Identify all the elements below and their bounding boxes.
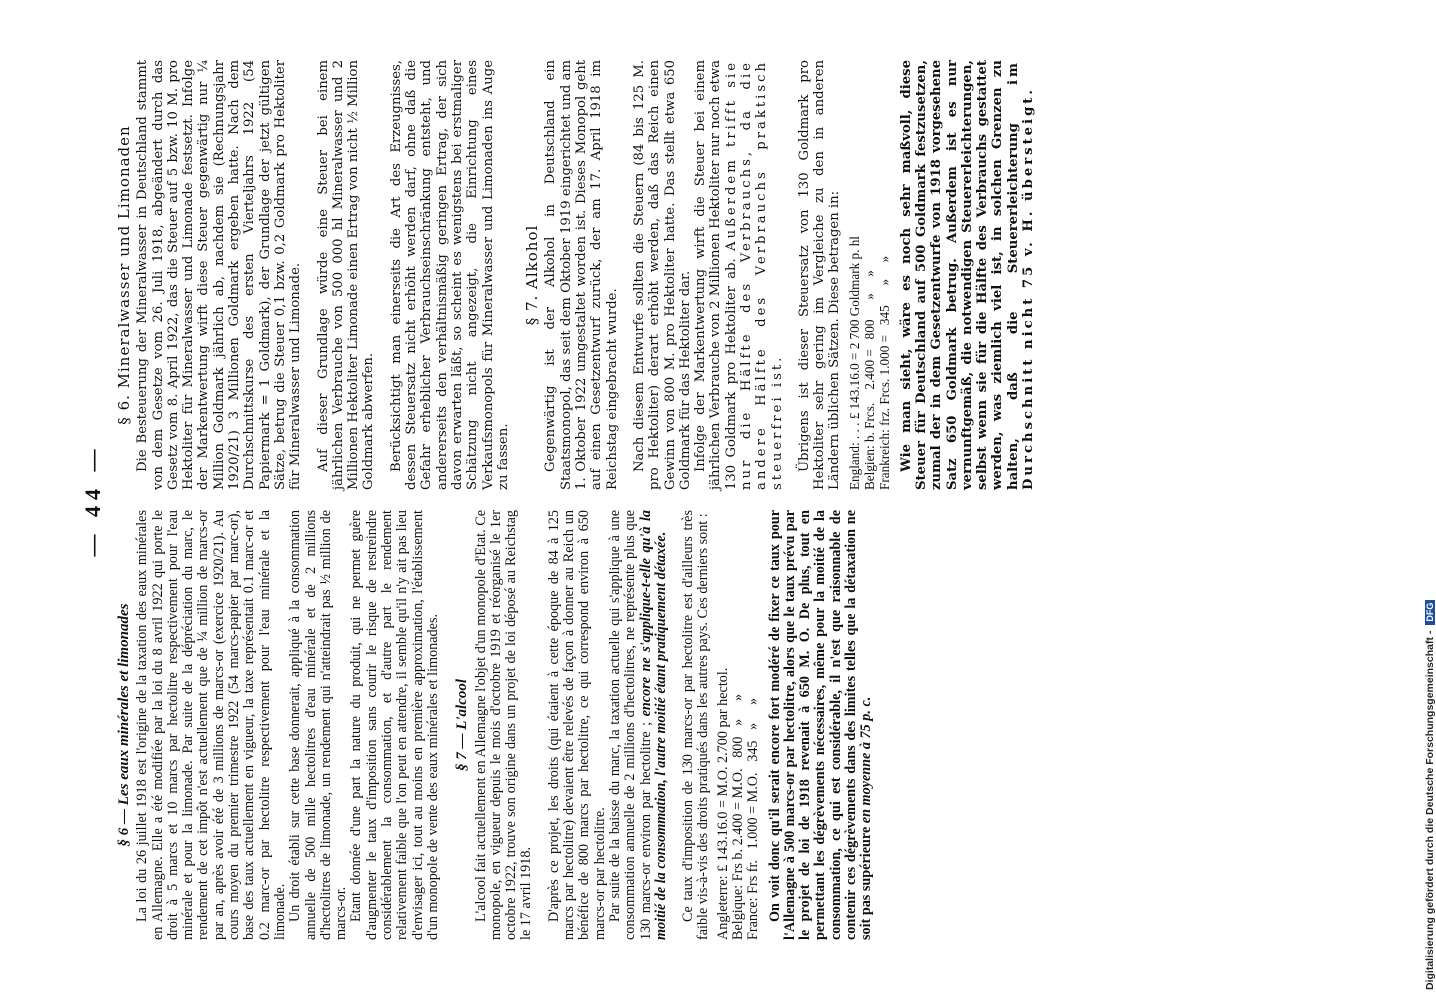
de-s6-paragraph-1: Die Besteuerung der Mineralwasser in Deutschland stammt von dem Gesetze vom 26. Juli 1918, abgeändert durch das Gesetz vom 8. April 1922, das die Steuer auf 5 bzw. 10 M. pro Hektoliter für Mineralwasser und Limonade festsetzt. Infolge der Markentwertung wirft diese Steuer gegenwärtig nur ¼ Million Goldmark jährlich ab, nachdem sie (Rechnungsjahr 1920/21) 3 Millionen Goldmark ergeben hatte. Nach dem Durchschnittskurse des ersten Vierteljahrs 1922 (54 Papiermark = 1 Goldmark), der Grundlage der jetzt gültigen Sätze, betrug die Steuer 0,1 bzw. 0,2 Goldmark pro Hektoliter für Mineralwasser und Limonade. (135, 60, 304, 490)
fr-section-6-heading: § 6 — Les eaux minérales et limonades (116, 603, 132, 847)
digitization-note (1424, 600, 1436, 990)
de-s7-p5-spaced: im Durchschnitt nicht 75 v. H. übersteigt. (1005, 59, 1037, 490)
fr-section-7-heading: § 7 — L'alcool (454, 678, 471, 772)
fr-s7-p3-text: Par suite de la baisse du marc, la taxation actuelle qui s'applique à une consommation annuelle de 2 millions d'hectolitres, ne représente plus que 130 marcs-or environ par hectolitre ; (606, 510, 654, 940)
fr-table-row: France: Frs fr. 1.000 = M.O. 345 » » (745, 697, 762, 940)
fr-tax-table (716, 510, 762, 940)
fr-s7-paragraph-2: D'après ce projet, les droits (qui étaient à cette époque de 84 à 125 marcs par hectolitre) devaient être relevés de façon à donner au Reich un bénéfice de 800 marcs par hectolitre, ce qui correspond environ à 650 marcs-or par hectolitre. (545, 510, 608, 940)
de-s7-paragraph-3 (693, 60, 785, 490)
de-s7-paragraph-4: Übrigens ist dieser Steuersatz von 130 Goldmark pro Hektoliter sehr gering im Vergleiche zu den in anderen Ländern üblichen Sätzen. Diese betragen in: (796, 60, 843, 490)
de-s7-paragraph-5 (899, 60, 1037, 490)
digitization-text: Digitalisierung gefördert durch die Deutsche Forschungsgemeinschaft - (1424, 630, 1436, 990)
fr-s7-p3-emphasis: encore ne s'applique-t-elle qu'à la moitié de la consommation, l'autre moitié étant pratiquement détaxée. (637, 509, 669, 940)
de-s7-paragraph-1: Gegenwärtig ist der Alkohol in Deutschland ein Staatsmonopol, das seit dem Oktober 1919 eingerichtet und am 1. Oktober 1922 umgestaltet worden ist. Dieses Monopol geht auf einen Gesetzentwurf zurück, der am 17. April 1918 im Reichstag eingebracht wurde. (543, 60, 620, 490)
fr-s7-paragraph-5 (768, 510, 875, 940)
de-table-row: Frankreich: frz. Frcs. 1.000 = 345 » » (877, 255, 893, 490)
fr-s7-paragraph-4: Ce taux d'imposition de 130 marcs-or par hectolitre est d'ailleurs très faible vis-à-vis des droits pratiqués dans les autres pays. Ces derniers sont : (680, 510, 712, 940)
de-tax-table (847, 60, 893, 490)
fr-s6-paragraph-3: Etant donnée d'une part la nature du produit, qui ne permet guère d'augmenter le taux d'imposition sans courir le risque de restreindre considérablement la consommation, et d'autre part le rendement relativement faible que l'on peut en attendre, il semble qu'il n'y ait pas lieu d'envisager ici, tout au moins en première approximation, l'établissement d'un monopole de vente des eaux minérales et limonades. (348, 510, 441, 940)
fr-s6-paragraph-1: La loi du 26 juillet 1918 est l'origine de la taxation des eaux minérales en Allemagne. Elle a été modifiée par la loi du 8 avril 1922 qui porte le droit à 5 marcs et 10 marcs par hectolitre respectivement pour l'eau minérale et pour la limonade. Par suite de la dépréciation du marc, le rendement de cet impôt n'est actuellement que de ¼ million de marcs-or par an, après avoir été de 3 millions de marcs-or (exercice 1920/21). Au cours moyen du premier trimestre 1922 (54 marcs-papier par marc-or), base des taux actuellement en vigueur, la taxe représentait 0.1 marc-or et 0.2 marc-or par hectolitre respectivement pour l'eau minérale et la limonade. (134, 510, 288, 940)
de-s6-paragraph-3: Berücksichtigt man einerseits die Art des Erzeugnisses, dessen Steuersatz nicht erhöht werden darf, ohne daß die Gefahr erheblicher Verbrauchseinschränkung entsteht, und andererseits den verhältnismäßig geringen Ertrag, der sich davon erwarten läßt, so scheint es wenigstens bei erstmaliger Schätzung nicht angezeigt, die Einrichtung eines Verkaufsmonopols für Mineralwasser und Limonaden ins Auge zu fassen. (388, 60, 511, 490)
fr-s6-paragraph-2: Un droit établi sur cette base donnerait, appliqué à la consommation annuelle de 500 mille hectolitres d'eau minérale et de 2 millions d'hectolitres de limonade, un rendement qui n'atteindrait pas ½ million de marcs-or. (287, 510, 350, 940)
fr-s7-p5-text: On voit donc qu'il serait encore fort modéré de fixer ce taux pour l'Allemagne à 500 marcs-or par hectolitre, alors que le taux prévu par le projet de loi de 1918 revenait à 650 M. O. De plus, tout en permettant les dégrèvements nécessaires, même pour la moitié de la consommation, ce qui est considérable, il n'est que raisonnable de contenir ces dégrèvements dans des limites telles que la détaxation ne soit pas supérieure (766, 510, 875, 940)
de-s7-paragraph-2: Nach diesem Entwurfe sollten die Steuern (84 bis 125 M. pro Hektoliter) derart erhöht werden, daß das Reich einen Gewinn von 800 M. pro Hektoliter hatte. Das stellt etwa 650 Goldmark für das Hektoliter dar. (631, 60, 693, 490)
fr-table-row: Angleterre: £ 143.16.0 = M.O. 2.700 par hectol. (714, 667, 731, 940)
dfg-logo: DFG (1425, 600, 1435, 625)
fr-s7-paragraph-1: L'alcool fait actuellement en Allemagne l'objet d'un monopole d'Etat. Ce monopole, en vigueur depuis le mois d'octobre 1919 et réorganisé le 1er octobre 1922, trouve son origine dans un projet de loi déposé au Reichstag le 17 avril 1918. (472, 510, 535, 940)
de-section-7-heading: § 7. Alkohol (523, 224, 542, 326)
de-s7-p5-text: Wie man sieht, wäre es noch sehr maßvoll, diese Steuer für Deutschland auf 500 Goldmark festzusetzen, zumal der in dem Gesetzentwurfe von 1918 vorgesehene Satz 650 Goldmark betrug. Außerdem ist es nur vernunftgemäß, die notwendigen Steuererleichterungen, selbst wenn sie für die Hälfte des Verbrauchs gestattet werden, was ziemlich viel ist, in solchen Grenzen zu halten, daß die Steuererleichterung (898, 60, 1021, 490)
fr-table-row: Belgique: Frs b. 2.400 = M.O. 800 » » (729, 693, 746, 940)
fr-s7-p5-emphasis: en moyenne à 75 p. c. (858, 696, 875, 824)
de-s7-p3-spaced: Außerdem trifft sie nur die Hälfte des Verbrauchs, da die andere Hälfte des Verbrauchs praktisch steuerfrei ist. (723, 59, 785, 490)
de-section-6-heading: § 6. Mineralwasser und Limonaden (115, 125, 133, 425)
rotated-page (75, 60, 1375, 940)
fr-s7-paragraph-3 (608, 510, 669, 940)
page-number: — 44 — (80, 443, 105, 557)
de-table-row: Belgien: b. Frcs. 2.400 = 800 » » (862, 270, 878, 490)
french-column (115, 510, 875, 940)
german-column (115, 60, 1036, 490)
de-table-row: England: . . . £ 143.16.0 = 2 700 Goldmark p. hl (846, 236, 862, 490)
de-s7-p3-text: Infolge der Markentwertung wirft die Steuer bei einem jährlichen Verbrauche von 2 Millionen Hektoliter nur noch etwa 130 Goldmark pro Hektoliter ab. (693, 60, 739, 490)
de-s6-paragraph-2: Auf dieser Grundlage würde eine Steuer bei einem jährlichen Verbrauche von 500 000 hl Mineralwasser und 2 Millionen Hektoliter Limonade einen Ertrag von nicht ½ Million Goldmark abwerfen. (315, 60, 377, 490)
